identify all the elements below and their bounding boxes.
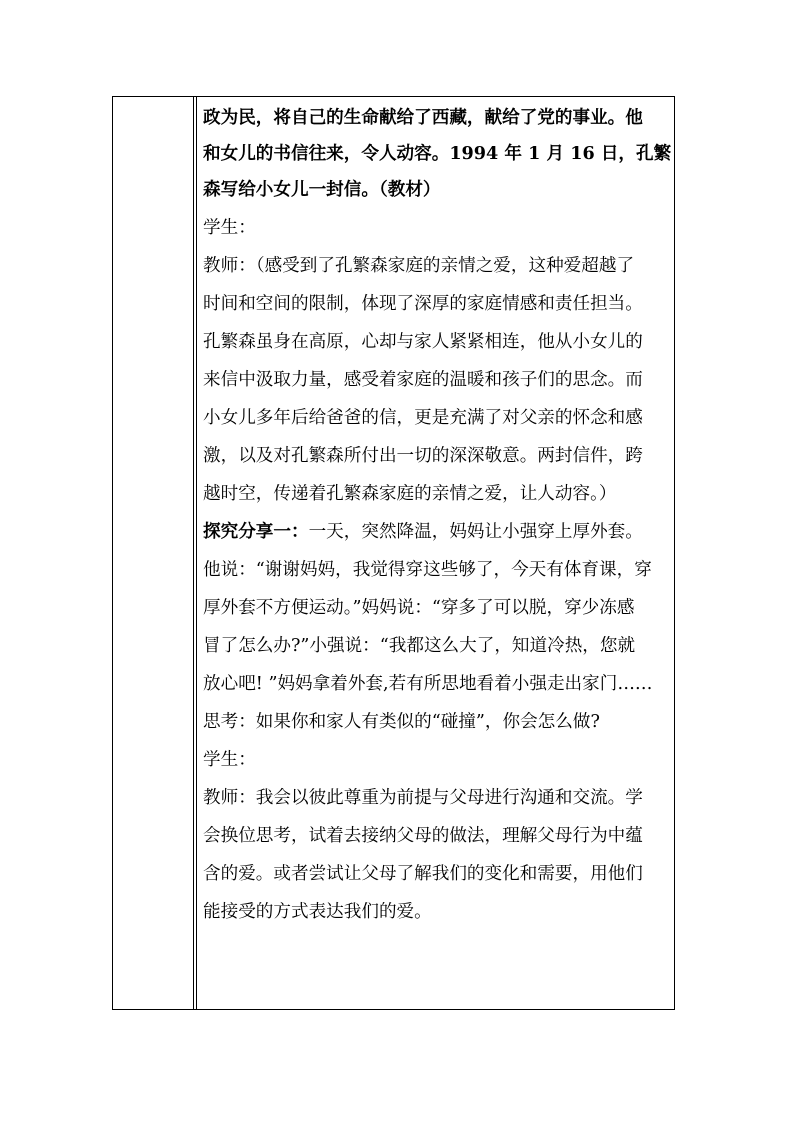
text-line: 冒了怎么办?”小强说：“我都这么大了，知道冷热，您就 [203, 636, 636, 656]
text-line: 学生： [203, 218, 256, 238]
text-line: 他说：“谢谢妈妈，我觉得穿这些够了，今天有体育课，穿 [203, 560, 652, 580]
text-line: 能接受的方式表达我们的爱。 [203, 902, 432, 922]
text-line: 激，以及对孔繁森所付出一切的深深敬意。两封信件，跨 [203, 446, 643, 466]
text-line: 时间和空间的限制，体现了深厚的家庭情感和责任担当。 [203, 294, 643, 314]
text-line: 小女儿多年后给爸爸的信，更是充满了对父亲的怀念和感 [203, 408, 643, 428]
text-line: 教师：（感受到了孔繁森家庭的亲情之爱，这种爱超越了 [203, 256, 635, 276]
column-divider [193, 97, 194, 1009]
text-line: 会换位思考，试着去接纳父母的做法，理解父母行为中蕴 [203, 826, 643, 846]
text-line [203, 515, 643, 549]
lesson-table [112, 96, 675, 1010]
text-line: 越时空，传递着孔繁森家庭的亲情之爱，让人动容。） [203, 484, 617, 504]
column-divider [196, 97, 197, 1009]
text-line: 教师：我会以彼此尊重为前提与父母进行沟通和交流。学 [203, 788, 643, 808]
text-line: 政为民，将自己的生命献给了西藏，献给了党的事业。他 [203, 107, 643, 128]
text-line: 厚外套不方便运动。”妈妈说：“穿多了可以脱，穿少冻感 [203, 598, 635, 618]
text-line: 孔繁森虽身在高原，心却与家人紧紧相连，他从小女儿的 [203, 332, 643, 352]
text-line: 来信中汲取力量，感受着家庭的温暖和孩子们的思念。而 [203, 370, 643, 390]
text-line: 学生： [203, 750, 256, 770]
text-line: 含的爱。或者尝试让父母了解我们的变化和需要，用他们 [203, 864, 643, 884]
section-heading: 探究分享一： [203, 521, 309, 542]
text-line: 思考：如果你和家人有类似的“碰撞”，你会怎么做? [203, 712, 600, 732]
text-line: 森写给小女儿一封信。（教材） [203, 179, 441, 200]
text-span: 一天，突然降温，妈妈让小强穿上厚外套。 [308, 522, 643, 542]
text-line: 放心吧! ”妈妈拿着外套,若有所思地看着小强走出家门…… [203, 674, 653, 694]
text-line: 和女儿的书信往来，令人动容。1994 年 1 月 16 日，孔繁 [203, 143, 672, 164]
